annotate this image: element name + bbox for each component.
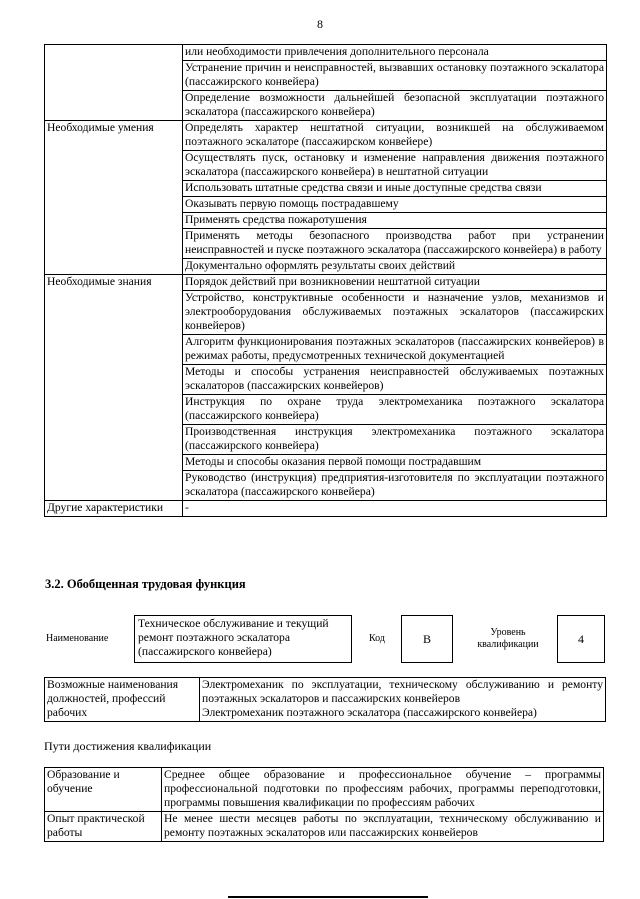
row-text: Использовать штатные средства связи и иные доступные средства связи: [183, 181, 607, 197]
row-text: Производственная инструкция электромеханика поэтажного эскалатора (пассажирского конвейера): [183, 425, 607, 455]
row-label: Другие характеристики: [45, 501, 183, 517]
qualification-table: [44, 767, 604, 842]
experience-text: Не менее шести месяцев работы по эксплуатации, техническому обслуживанию и ремонту поэтажных эскалаторов или пассажирских конвейеров: [162, 812, 604, 842]
row-text: Осуществлять пуск, остановку и изменение направления движения поэтажного эскалатора (пассажирского конвейера) в нештатной ситуации: [183, 151, 607, 181]
row-text: Документально оформлять результаты своих действий: [183, 259, 607, 275]
row-text: Применять средства пожаротушения: [183, 213, 607, 229]
job-titles-label: Возможные наименования должностей, профессий рабочих: [45, 678, 200, 722]
row-text: Порядок действий при возникновении нештатной ситуации: [183, 275, 607, 291]
level-label: Уровень квалификации: [477, 627, 539, 650]
function-name-value: Техническое обслуживание и текущий ремонт поэтажного эскалатора (пассажирского конвейера): [138, 617, 329, 658]
job-titles-table: [44, 677, 606, 722]
qualification-ways-heading: Пути достижения квалификации: [44, 739, 212, 753]
knowledge-skills-table: [44, 44, 607, 517]
row-text: Методы и способы устранения неисправностей обслуживаемых поэтажных эскалаторов (пассажирских конвейеров): [183, 365, 607, 395]
row-text: Инструкция по охране труда электромеханика поэтажного эскалатора (пассажирского конвейера): [183, 395, 607, 425]
level-value: 4: [578, 632, 584, 646]
code-box: [401, 615, 453, 663]
page-number: 8: [317, 17, 323, 31]
table-row: [45, 812, 604, 842]
table-row: [45, 501, 607, 517]
job-title-item: Электромеханик поэтажного эскалатора (пассажирского конвейера): [202, 706, 537, 719]
row-text: Методы и способы оказания первой помощи пострадавшим: [183, 455, 607, 471]
code-value: В: [422, 632, 431, 646]
row-text: или необходимости привлечения дополнительного персонала: [183, 45, 607, 61]
education-text: Среднее общее образование и профессиональное обучение – программы профессиональной подготовки по профессиям рабочих, программы переподготовки, программы повышения квалификации по профессиям рабочих: [162, 768, 604, 812]
scan-artifact-line: [228, 896, 428, 898]
table-row: [45, 121, 607, 151]
row-label: Необходимые знания: [45, 275, 183, 501]
function-name-box: [134, 615, 352, 663]
education-label: Образование и обучение: [45, 768, 162, 812]
row-label: [45, 45, 183, 121]
row-text: -: [183, 501, 607, 517]
section-title: 3.2. Обобщенная трудовая функция: [45, 577, 246, 591]
row-text: Применять методы безопасного производства работ при устранении неисправностей и пуске поэтажного эскалатора (пассажирского конвейера) в работу: [183, 229, 607, 259]
name-label: Наименование: [46, 633, 109, 644]
table-row: [45, 45, 607, 61]
row-text: Устранение причин и неисправностей, вызвавших остановку поэтажного эскалатора (пассажирского конвейера): [183, 61, 607, 91]
level-box: [557, 615, 605, 663]
table-row: [45, 768, 604, 812]
code-label: Код: [369, 633, 385, 644]
row-text: Оказывать первую помощь пострадавшему: [183, 197, 607, 213]
job-title-item: Электромеханик по эксплуатации, техническому обслуживанию и ремонту поэтажных эскалаторов и пассажирских конвейеров: [202, 678, 603, 705]
table-row: [45, 275, 607, 291]
experience-label: Опыт практической работы: [45, 812, 162, 842]
row-text: Алгоритм функционирования поэтажных эскалаторов (пассажирских конвейеров) в режимах работы, предусмотренных технической документацией: [183, 335, 607, 365]
row-text: Определять характер нештатной ситуации, возникшей на обслуживаемом поэтажного эскалаторе (пассажирском конвейере): [183, 121, 607, 151]
job-titles-cell: [200, 678, 606, 722]
row-text: Устройство, конструктивные особенности и назначение узлов, механизмов и электрооборудования обслуживаемых поэтажных эскалаторов (пассажирских конвейеров): [183, 291, 607, 335]
row-text: Руководство (инструкция) предприятия-изготовителя по эксплуатации поэтажного эскалатора (пассажирского конвейера): [183, 471, 607, 501]
row-text: Определение возможности дальнейшей безопасной эксплуатации поэтажного эскалатора (пассажирского конвейера): [183, 91, 607, 121]
row-label: Необходимые умения: [45, 121, 183, 275]
